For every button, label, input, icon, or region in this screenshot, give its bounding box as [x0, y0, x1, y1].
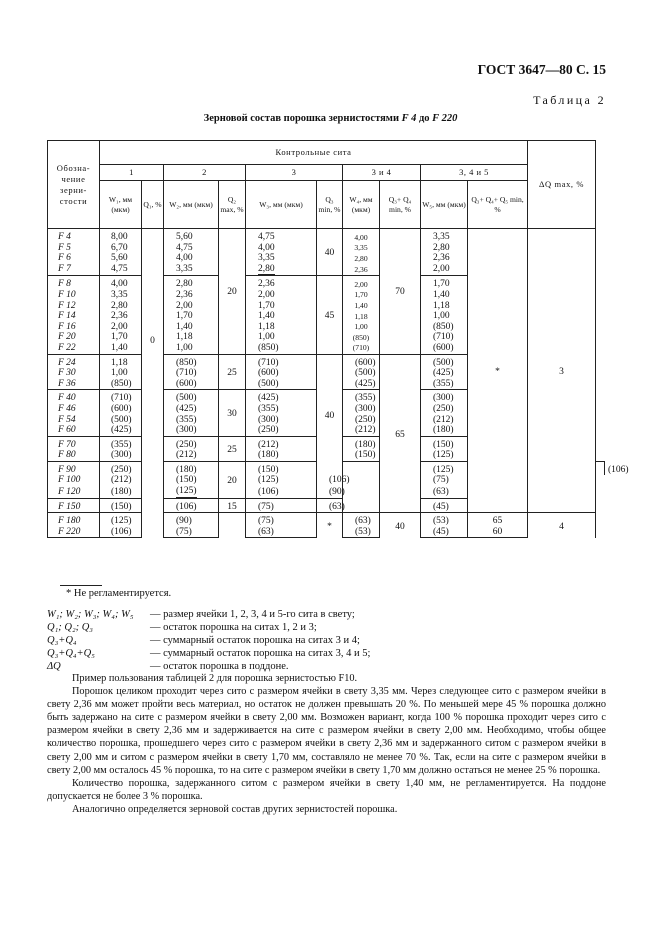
grit-value: F 150 — [58, 501, 81, 512]
col-header-w5: W₅, мм (мкм) — [421, 181, 468, 229]
w2-cell: 1,00 — [164, 343, 219, 354]
w4-cell: (710) — [343, 343, 380, 354]
dq-cell: 3 — [528, 229, 596, 513]
grit-cell — [48, 332, 100, 343]
w3-cell: 2,36 — [246, 276, 317, 290]
col-header-sieve-1: 1 — [100, 165, 164, 181]
w5-cell: (45) — [421, 527, 468, 538]
w1-cell: (850) — [100, 379, 142, 390]
grit-cell — [48, 229, 100, 243]
q3-cell: 45 — [317, 276, 343, 354]
col-header-q1: Q₁, % — [142, 181, 164, 229]
w5-cell: (125) — [421, 450, 468, 461]
w2-cell: 1,40 — [164, 322, 219, 333]
w3-cell: (75) — [246, 513, 317, 527]
w1-cell: (106) — [100, 527, 142, 538]
w2-cell: 2,36 — [164, 290, 219, 301]
legend-item — [47, 634, 370, 647]
w2-cell: 1,70 — [164, 311, 219, 322]
w1-cell: 2,80 — [100, 301, 142, 312]
col-header-w2: W₂, мм (мкм) — [164, 181, 219, 229]
w3-value: 2,80 — [258, 263, 275, 274]
grit-cell — [48, 425, 100, 436]
w5-cell: (710) — [421, 332, 468, 343]
w1-cell: 5,60 — [100, 253, 142, 264]
w4-cell: (63) — [343, 513, 380, 527]
w2-cell: (150) — [164, 475, 219, 486]
q2-cell: 15 — [219, 498, 246, 513]
w3-cell: (75) — [246, 498, 317, 513]
w1-cell: 4,00 — [100, 276, 142, 290]
w1-cell: 1,18 — [100, 354, 142, 368]
grit-value: F 20 — [58, 332, 76, 343]
w4-cell: (90) — [317, 486, 343, 498]
q1-cell-empty — [142, 450, 164, 538]
w4-cell: 1,18 — [343, 311, 380, 322]
grit-value: F 70 — [58, 439, 76, 450]
q2-cell: 30 — [219, 390, 246, 436]
grain-composition-table — [47, 140, 629, 538]
w2-cell: (425) — [164, 404, 219, 415]
grit-cell — [48, 311, 100, 322]
q34-cell: 40 — [380, 513, 421, 538]
grit-cell — [48, 368, 100, 379]
w1-cell: 6,70 — [100, 243, 142, 254]
w4-cell: (180) — [343, 436, 380, 450]
grit-value: F 8 — [58, 279, 71, 290]
grit-value: F 40 — [58, 393, 76, 404]
legend-item — [47, 647, 370, 660]
w3-cell: (300) — [246, 415, 317, 426]
q345-cell: * — [468, 229, 528, 513]
w2-cell: 2,80 — [164, 276, 219, 290]
w5-cell: 3,35 — [421, 229, 468, 243]
w1-cell: (500) — [100, 415, 142, 426]
w4-cell: 1,00 — [343, 322, 380, 333]
w2-cell: (355) — [164, 415, 219, 426]
grit-value: F 24 — [58, 357, 76, 368]
w3-cell: (63) — [246, 527, 317, 538]
w5-cell: 1,40 — [421, 290, 468, 301]
table-row — [48, 229, 605, 243]
grit-value: F 14 — [58, 311, 76, 322]
grit-cell — [48, 404, 100, 415]
w3-cell: (710) — [246, 354, 317, 368]
w2-cell: 1,18 — [164, 332, 219, 343]
w1-cell: (250) — [100, 461, 142, 475]
paragraph: Количество порошка, задержанного ситом с размером ячейки в свету 1,40 мм, не регламентируется. На поддоне допускается не более 3 % порошка. — [47, 777, 606, 802]
w4-cell: (212) — [343, 425, 380, 436]
grit-cell — [48, 276, 100, 290]
w3-cell: (355) — [246, 404, 317, 415]
w2-cell: 4,75 — [164, 243, 219, 254]
w4-cell: (53) — [343, 527, 380, 538]
w2-cell: (300) — [164, 425, 219, 436]
w5-cell: (425) — [421, 368, 468, 379]
w4-cell: (425) — [343, 379, 380, 390]
q2-cell: 20 — [219, 229, 246, 355]
w5-cell: (850) — [421, 322, 468, 333]
w4-cell: (125) — [421, 461, 468, 475]
col-header-w4: W₄, мм (мкм) — [343, 181, 380, 229]
w4-cell: (106) — [317, 475, 343, 486]
grit-value: F 180 — [58, 516, 81, 527]
w3-cell: (180) — [246, 450, 317, 461]
w5-cell: 1,00 — [421, 311, 468, 322]
w1-cell: 2,36 — [100, 311, 142, 322]
col-header-q3: Q₃ min, % — [317, 181, 343, 229]
legend-item — [47, 621, 370, 634]
w3-cell: 2,00 — [246, 290, 317, 301]
document-header: ГОСТ 3647—80 С. 15 — [477, 62, 606, 77]
w5-cell: (150) — [421, 436, 468, 450]
w2-cell: (850) — [164, 354, 219, 368]
w3-cell: (150) — [246, 461, 317, 475]
col-header-q34: Q₃+ Q₄ min, % — [380, 181, 421, 229]
w5-cell: (75) — [421, 475, 468, 486]
grit-value: F 54 — [58, 414, 76, 425]
w2-cell: (500) — [164, 390, 219, 404]
q2-cell: 25 — [219, 436, 246, 461]
w3-cell: 1,18 — [246, 322, 317, 333]
w3-cell — [246, 264, 317, 276]
grit-value: F 10 — [58, 289, 76, 300]
q3-cell: * — [317, 513, 343, 538]
w2-cell: (710) — [164, 368, 219, 379]
grit-cell — [48, 243, 100, 254]
grit-value: F 5 — [58, 242, 71, 253]
table-title-mid: до — [416, 113, 433, 124]
w1-cell: (150) — [100, 498, 142, 513]
table-row — [48, 513, 605, 527]
grit-value: F 16 — [58, 321, 76, 332]
w3-cell: (250) — [246, 425, 317, 436]
w1-cell: 8,00 — [100, 229, 142, 243]
w4-cell: 1,70 — [343, 290, 380, 301]
w1-cell: 3,35 — [100, 290, 142, 301]
w4-cell: (600) — [343, 354, 380, 368]
symbol-legend — [47, 608, 370, 673]
w3-cell: (212) — [246, 436, 317, 450]
w5-cell: 1,18 — [421, 301, 468, 312]
grit-value: F 12 — [58, 300, 76, 311]
grit-value: F 30 — [58, 368, 76, 379]
w3-cell: (850) — [246, 343, 317, 354]
w1-cell: (710) — [100, 390, 142, 404]
grit-cell — [48, 354, 100, 368]
w5-cell: (53) — [421, 513, 468, 527]
w5-cell: 2,36 — [421, 253, 468, 264]
grit-value: F 46 — [58, 403, 76, 414]
w1-cell: (180) — [100, 486, 142, 498]
w5-cell: (106) — [596, 461, 605, 475]
grit-cell — [48, 379, 100, 390]
w5-cell: (63) — [421, 486, 468, 498]
col-header-control-sieves: Контрольные сита — [100, 141, 528, 165]
grit-value: F 4 — [58, 232, 71, 242]
w5-cell: (250) — [421, 404, 468, 415]
grit-cell — [48, 253, 100, 264]
w3-cell: (125) — [246, 475, 317, 486]
q2-cell: 20 — [219, 461, 246, 498]
legend-symbol: Q₃+Q₄+Q₅ — [47, 648, 95, 659]
grit-value: F 120 — [58, 486, 81, 497]
w1-cell: (125) — [100, 513, 142, 527]
w4-cell: (150) — [343, 450, 380, 461]
w5-cell: (355) — [421, 379, 468, 390]
paragraph: Пример пользования таблицей 2 для порошка зернистостью F10. — [72, 673, 358, 684]
w4-cell: 4,00 — [343, 229, 380, 243]
w1-cell: 1,00 — [100, 368, 142, 379]
w5-cell: 2,00 — [421, 264, 468, 276]
grit-cell — [48, 461, 100, 475]
q34-cell: 65 — [380, 354, 421, 513]
grit-cell — [48, 390, 100, 404]
dq-cell: 4 — [528, 513, 596, 538]
col-header-oboznachenie: Обозна- чение зерни- стости — [48, 141, 100, 229]
grit-value: F 36 — [58, 378, 76, 389]
legend-description: — размер ячейки 1, 2, 3, 4 и 5-го сита в свету; — [150, 609, 355, 620]
w3-cell: (600) — [246, 368, 317, 379]
w4-cell: (850) — [343, 332, 380, 343]
q3-cell: 40 — [317, 354, 343, 475]
w3-cell: 4,00 — [246, 243, 317, 254]
w1-cell: (425) — [100, 425, 142, 436]
col-header-sieve-2: 2 — [164, 165, 246, 181]
w4-cell: 2,00 — [343, 276, 380, 290]
grit-value: F 22 — [58, 342, 76, 353]
table-title-from: F 4 — [401, 113, 417, 124]
w4-cell: (300) — [343, 404, 380, 415]
w2-cell: 5,60 — [164, 229, 219, 243]
w3-cell: (106) — [246, 486, 317, 498]
q345-cell: 60 — [468, 527, 528, 538]
col-header-w3: W₃, мм (мкм) — [246, 181, 317, 229]
grit-cell — [48, 436, 100, 450]
grit-value: F 6 — [58, 253, 71, 264]
w4-cell: (63) — [317, 498, 343, 513]
grit-value: F 90 — [58, 464, 76, 475]
table-title-to: F 220 — [432, 113, 458, 124]
grit-cell — [48, 290, 100, 301]
grit-cell — [48, 486, 100, 498]
col-header-q345: Q₃+ Q₄+ Q₅ min, % — [468, 181, 528, 229]
w2-cell: (106) — [164, 498, 219, 513]
legend-description: — суммарный остаток порошка на ситах 3, 4 и 5; — [150, 648, 371, 659]
table-title — [0, 113, 661, 124]
grit-cell — [48, 322, 100, 333]
w3-cell: (500) — [246, 379, 317, 390]
q3-cell-empty — [343, 461, 380, 512]
legend-symbol: ΔQ — [47, 661, 61, 672]
legend-symbol: W₁; W₂; W₃; W₄; W₅ — [47, 609, 134, 620]
footnote: * Не регламентируется. — [66, 588, 172, 599]
w3-cell: 4,75 — [246, 229, 317, 243]
grit-cell — [48, 301, 100, 312]
w4-cell: 2,80 — [343, 253, 380, 264]
col-header-q2: Q₂ max, % — [219, 181, 246, 229]
legend-description: — остаток порошка в поддоне. — [150, 661, 289, 672]
w2-cell: (212) — [164, 450, 219, 461]
grit-value: F 7 — [58, 264, 71, 275]
q345-cell: 65 — [468, 513, 528, 527]
grit-value: F 80 — [58, 450, 76, 461]
w4-cell: (250) — [343, 415, 380, 426]
w4-cell: 2,36 — [343, 264, 380, 276]
w2-value: (125) — [176, 486, 197, 497]
w4-cell: (355) — [343, 390, 380, 404]
w5-cell: (45) — [421, 498, 468, 513]
grit-cell — [48, 475, 100, 486]
col-header-sieve-3: 3 — [246, 165, 343, 181]
grit-value: F 220 — [58, 526, 81, 537]
w3-cell: 1,00 — [246, 332, 317, 343]
w5-cell: 1,70 — [421, 276, 468, 290]
w1-cell: (355) — [100, 436, 142, 450]
w2-cell: (90) — [164, 513, 219, 527]
w2-cell: (250) — [164, 436, 219, 450]
legend-description: — остаток порошка на ситах 1, 2 и 3; — [150, 622, 317, 633]
grit-cell — [48, 264, 100, 276]
w1-cell: 2,00 — [100, 322, 142, 333]
legend-symbol: Q₃+Q₄ — [47, 635, 77, 646]
grit-cell — [48, 498, 100, 513]
legend-description: — суммарный остаток порошка на ситах 3 и 4; — [150, 635, 360, 646]
w1-cell: (600) — [100, 404, 142, 415]
grit-cell — [48, 415, 100, 426]
q1-cell: 0 — [142, 229, 164, 451]
w3-cell: 1,40 — [246, 311, 317, 322]
q2-cell: 25 — [219, 354, 246, 390]
w1-cell: (300) — [100, 450, 142, 461]
w5-cell: (300) — [421, 390, 468, 404]
w2-cell: 3,35 — [164, 264, 219, 276]
table-title-text: Зерновой состав порошка зернистостями — [203, 113, 402, 124]
legend-symbol: Q₁; Q₂; Q₃ — [47, 622, 93, 633]
w2-cell: 4,00 — [164, 253, 219, 264]
w5-cell: (600) — [421, 343, 468, 354]
grit-cell — [48, 450, 100, 461]
legend-item — [47, 608, 370, 621]
body-text — [47, 672, 606, 816]
w2-cell — [164, 486, 219, 498]
w3-cell: 1,70 — [246, 301, 317, 312]
q2-cell-empty — [219, 513, 246, 538]
q34-cell: 70 — [380, 229, 421, 355]
grit-cell — [48, 343, 100, 354]
col-header-w1: W₁, мм (мкм) — [100, 181, 142, 229]
w1-cell: 4,75 — [100, 264, 142, 276]
grit-value: F 100 — [58, 475, 81, 486]
w4-cell: (500) — [343, 368, 380, 379]
w4-cell: 1,40 — [343, 301, 380, 312]
w4-cell: 3,35 — [343, 243, 380, 254]
w1-cell: 1,40 — [100, 343, 142, 354]
col-header-sieve-3-4-5: 3, 4 и 5 — [421, 165, 528, 181]
w3-cell: 3,35 — [246, 253, 317, 264]
col-header-dq: ΔQ max, % — [528, 141, 596, 229]
w3-cell: (425) — [246, 390, 317, 404]
grit-cell — [48, 527, 100, 538]
w5-cell: (212) — [421, 415, 468, 426]
w5-cell: (500) — [421, 354, 468, 368]
w1-cell: 1,70 — [100, 332, 142, 343]
w5-cell: 2,80 — [421, 243, 468, 254]
footnote-rule — [60, 585, 102, 586]
w2-cell: (180) — [164, 461, 219, 475]
w5-cell: (180) — [421, 425, 468, 436]
w2-cell: (75) — [164, 527, 219, 538]
q3-cell: 40 — [317, 229, 343, 276]
grit-cell — [48, 513, 100, 527]
paragraph: Аналогично определяется зерновой состав других зернистостей порошка. — [72, 803, 398, 815]
table-label: Таблица 2 — [533, 93, 606, 107]
col-header-sieve-3-4: 3 и 4 — [343, 165, 421, 181]
paragraph: Порошок целиком проходит через сито с размером ячейки в свету 3,35 мм. Через следующее сито с размером ячейки в свету 2,36 мм может пройти весь материал, но остаток не должен превышать 20 %. По меньшей мере 45 % порошка должно быть задержано на сите с размером ячейки в свету 2,00 мм. Возможен вариант, когда 100 % порошка проходит через сито с размером ячейки в свету 2,36 мм и задерживается на сите с размером ячейки в свету 2,00 мм. Необходимо, чтобы общее количество порошка, прошедшего через сито с размером ячейки в свету 2,36 мм и задержанного ситом с размером ячейки в свету 2,00 мм и ситом с размером ячейки в свету 1,70 мм, составляло не менее 70 %. Так, если на сите с размером ячейки в свету 2,00 мм осталось 45 % порошка, то на сите с размером ячейки в свету 1,70 мм должно остаться не менее 25 % порошка. — [47, 686, 606, 776]
w1-cell: (212) — [100, 475, 142, 486]
w2-cell: (600) — [164, 379, 219, 390]
w2-cell: 2,00 — [164, 301, 219, 312]
grit-value: F 60 — [58, 425, 76, 436]
